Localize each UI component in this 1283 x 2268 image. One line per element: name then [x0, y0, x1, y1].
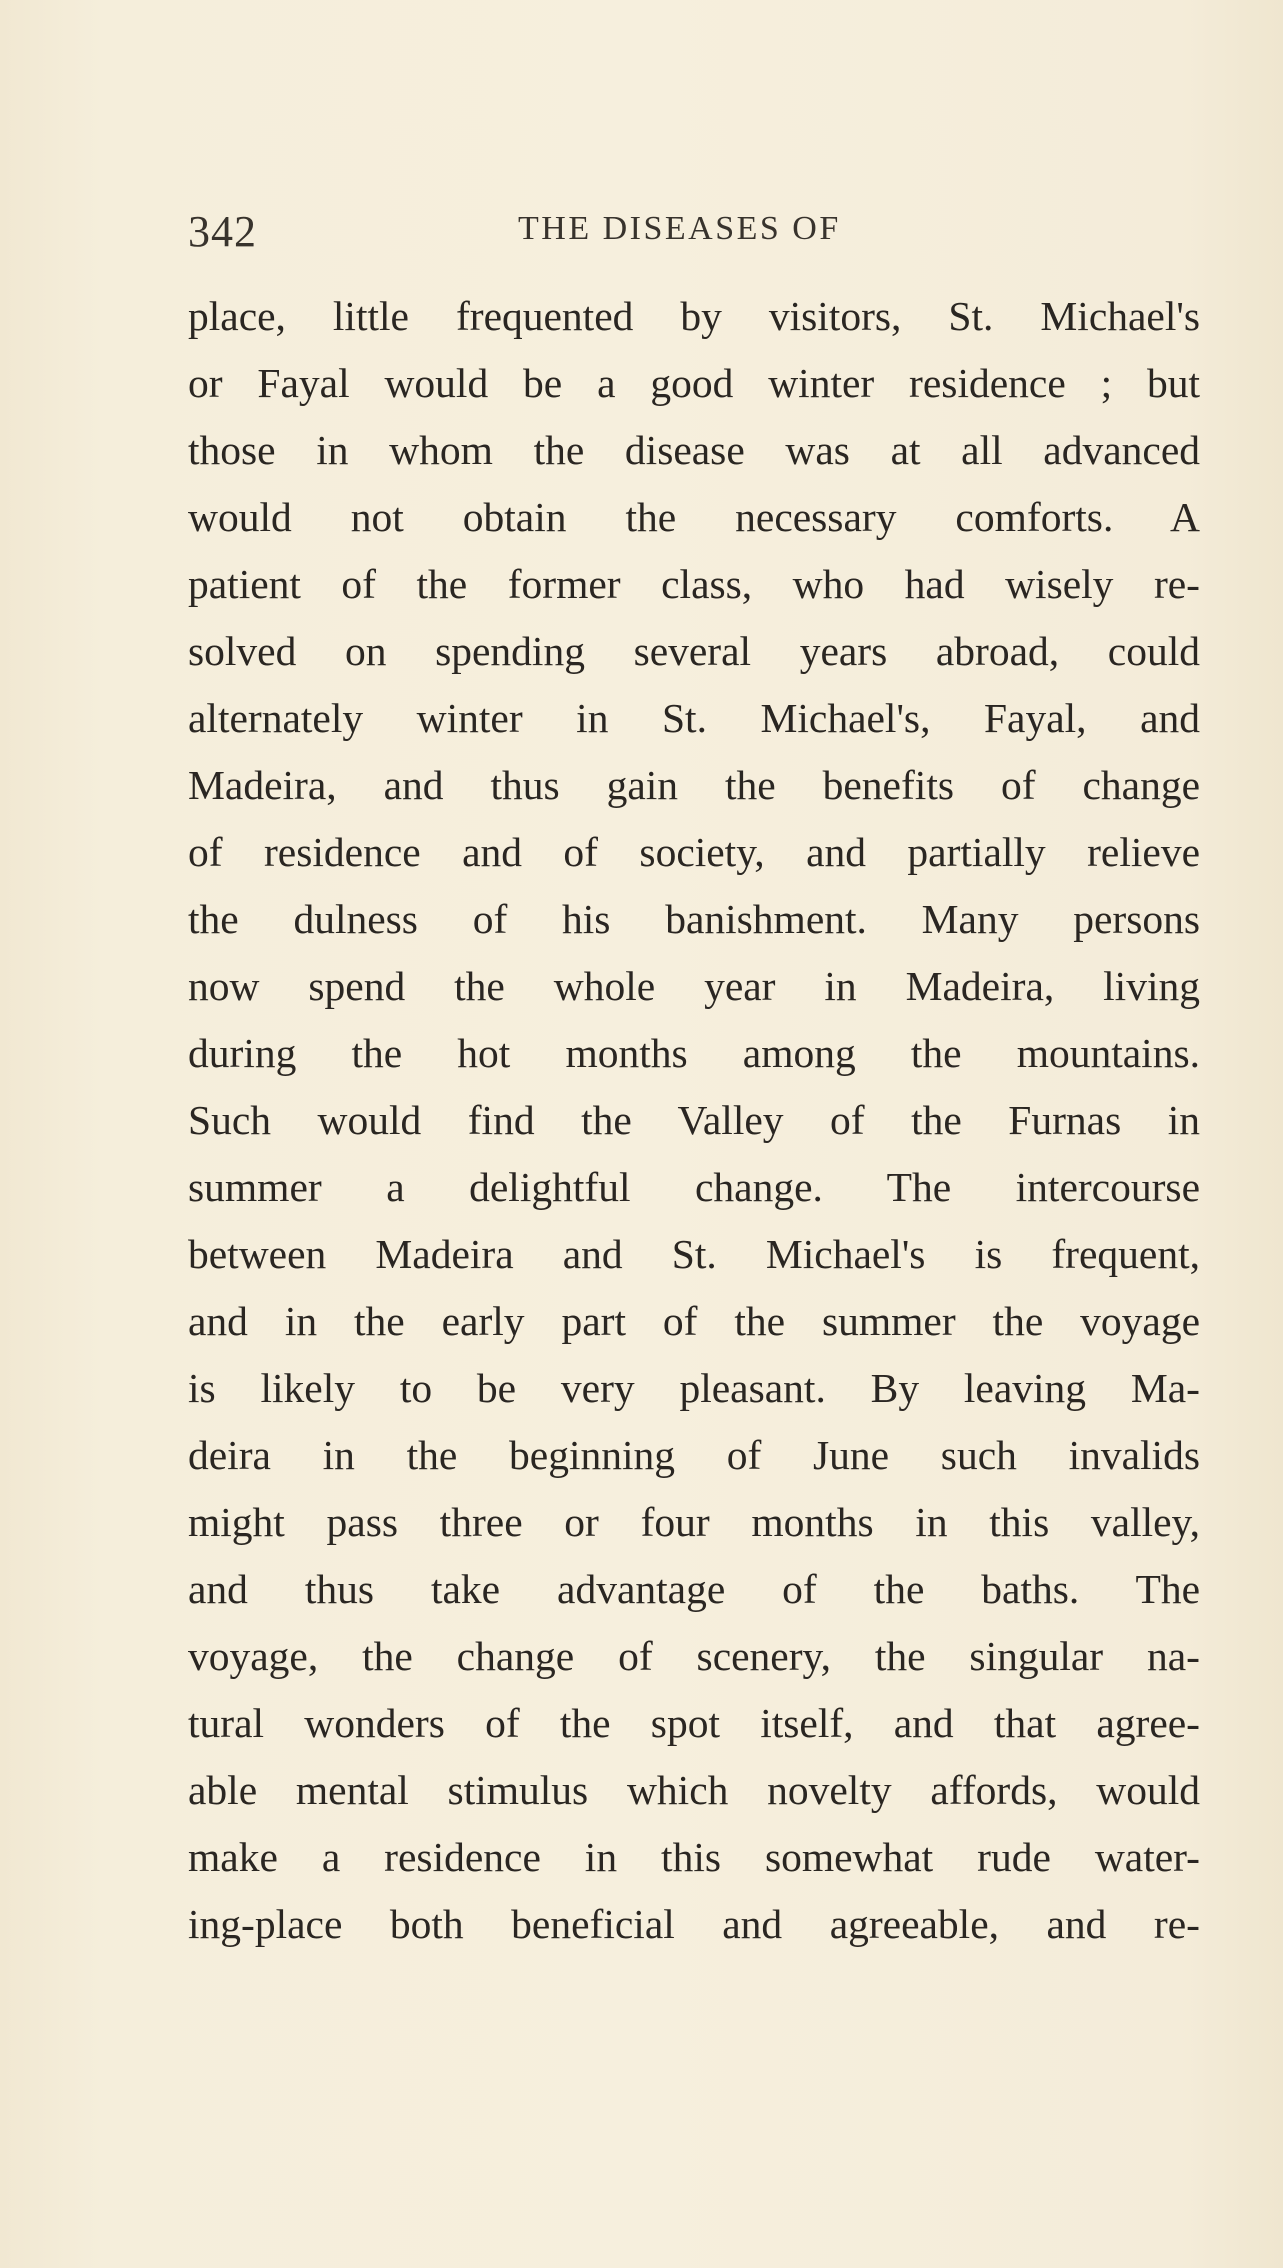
text-line: tural wonders of the spot itself, and that agree- — [188, 1700, 1200, 1746]
text-line: would not obtain the necessary comforts. A — [188, 494, 1200, 540]
text-line: those in whom the disease was at all advanced — [188, 427, 1200, 473]
text-line: ing-place both beneficial and agreeable, and re- — [188, 1901, 1200, 1947]
text-line: summer a delightful change. The intercourse — [188, 1164, 1200, 1210]
running-title: THE DISEASES OF — [518, 210, 841, 247]
text-line: able mental stimulus which novelty affords, would — [188, 1767, 1200, 1813]
text-line: of residence and of society, and partially relieve — [188, 829, 1200, 875]
text-line: alternately winter in St. Michael's, Fayal, and — [188, 695, 1200, 741]
text-line: during the hot months among the mountains. — [188, 1030, 1200, 1076]
text-line: make a residence in this somewhat rude water- — [188, 1834, 1200, 1880]
page-number: 342 — [188, 207, 257, 256]
text-line: between Madeira and St. Michael's is frequent, — [188, 1231, 1200, 1277]
text-line: voyage, the change of scenery, the singular na- — [188, 1633, 1200, 1679]
running-head — [188, 206, 1200, 262]
text-line: and thus take advantage of the baths. The — [188, 1566, 1200, 1612]
text-line: Such would find the Valley of the Furnas in — [188, 1097, 1200, 1143]
text-line: patient of the former class, who had wisely re- — [188, 561, 1200, 607]
text-line: or Fayal would be a good winter residence ; but — [188, 360, 1200, 406]
text-line: might pass three or four months in this valley, — [188, 1499, 1200, 1545]
text-line: deira in the beginning of June such invalids — [188, 1432, 1200, 1478]
text-line: place, little frequented by visitors, St. Michael's — [188, 293, 1200, 339]
text-line: now spend the whole year in Madeira, living — [188, 963, 1200, 1009]
text-line: and in the early part of the summer the voyage — [188, 1298, 1200, 1344]
body-text — [188, 283, 1200, 1958]
text-line: the dulness of his banishment. Many persons — [188, 896, 1200, 942]
text-line: Madeira, and thus gain the benefits of change — [188, 762, 1200, 808]
text-line: is likely to be very pleasant. By leaving Ma- — [188, 1365, 1200, 1411]
text-line: solved on spending several years abroad, could — [188, 628, 1200, 674]
